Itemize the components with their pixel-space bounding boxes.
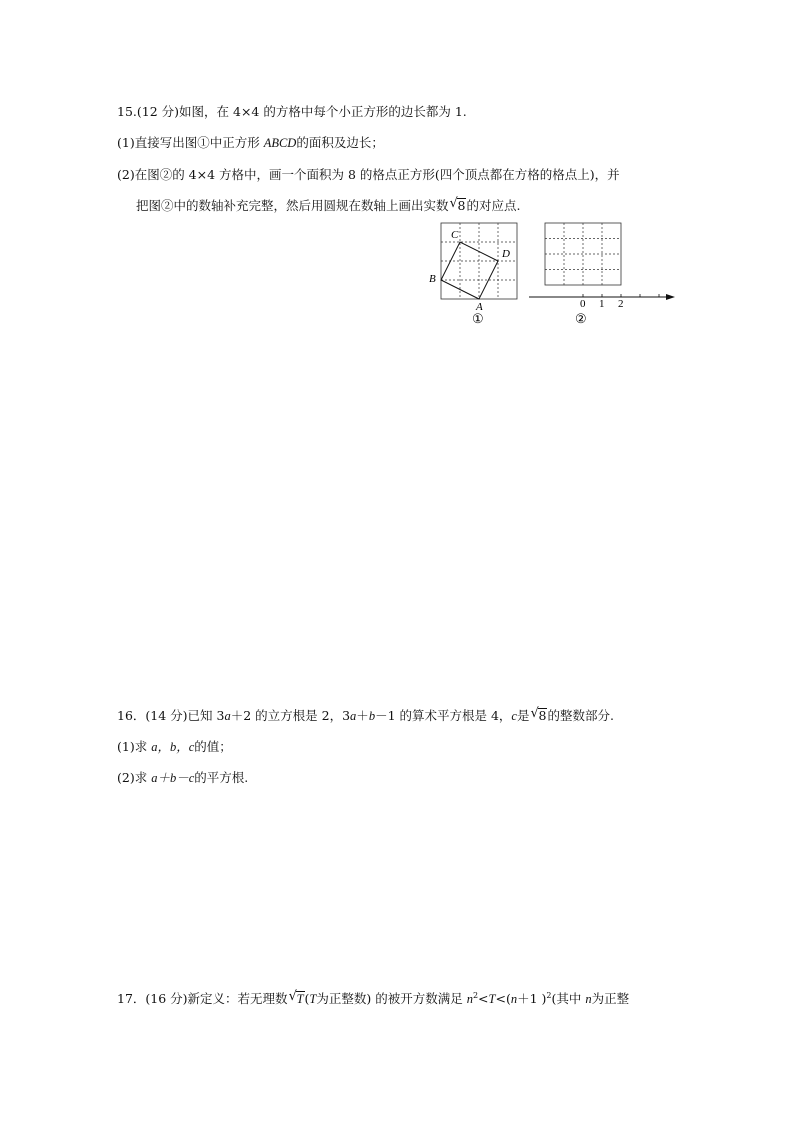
vertex-c: C <box>451 229 459 241</box>
var-n: n <box>510 992 518 1007</box>
q15-part1-prefix: (1)直接写出图①中正方形 <box>117 135 264 150</box>
sqrt-t: √ T <box>288 989 304 1007</box>
q15-part2-text1: (2)在图②的 4×4 方格中，画一个面积为 8 的格点正方形(四个顶点都在方格的格点上)，并 <box>117 167 620 182</box>
q15-stem-text: 如图，在 4×4 的方格中每个小正方形的边长都为 1. <box>179 104 467 119</box>
grid-lines-2 <box>545 223 621 285</box>
q17-number: 17． <box>117 991 146 1007</box>
q16-number: 16． <box>117 708 146 723</box>
square-abcd <box>441 242 498 299</box>
vertex-d: D <box>502 248 510 260</box>
q16-part2-prefix: (2)求 <box>117 770 152 785</box>
q16-text-a: 已知 3 <box>187 708 225 723</box>
figure-2 <box>525 218 680 330</box>
exponent: 2 <box>546 991 552 1000</box>
q15-part2-line1 <box>117 166 620 184</box>
vertex-b: B <box>429 273 436 285</box>
q15-part1 <box>117 134 384 152</box>
q17-text-b: ( <box>304 991 310 1007</box>
vertex-a: A <box>476 301 483 313</box>
q15-part1-suffix: 的面积及边长； <box>296 135 384 150</box>
less-than: < <box>478 991 489 1007</box>
exponent: 2 <box>472 991 479 1000</box>
var-a: a <box>224 709 231 723</box>
figure-2-label: ② <box>575 311 587 326</box>
q15-part2-line2 <box>136 197 520 215</box>
q15-part2-suffix: 的对应点. <box>466 198 521 213</box>
q17-stem <box>117 987 629 1008</box>
q17-score: (16 分) <box>145 991 188 1007</box>
q16-score: (14 分) <box>145 708 188 723</box>
var-n: n <box>585 992 592 1007</box>
var-t: T <box>309 992 317 1007</box>
q15-part2-prefix: 把图②中的数轴补充完整，然后用圆规在数轴上画出实数 <box>136 198 449 213</box>
var-n: n <box>466 992 473 1007</box>
q16-text-b: ＋2 的立方根是 2，3 <box>230 708 351 723</box>
q15-score: (12 分) <box>136 104 180 119</box>
var-c: c <box>511 709 517 723</box>
figure-1-label: ① <box>472 311 484 326</box>
axis-arrow <box>666 294 675 300</box>
radicand: 8 <box>457 198 466 213</box>
axis-ticks <box>583 294 659 297</box>
radicand: T <box>296 992 304 1007</box>
q16-text-c: ＋ <box>356 708 369 723</box>
sqrt-8: √ 8 <box>449 196 466 213</box>
q16-text-e: 是 <box>516 708 530 723</box>
q15-number: 15. <box>117 104 137 119</box>
less-than: <( <box>495 991 511 1007</box>
q17-text-f: 为正整 <box>591 991 630 1007</box>
q16-part2-suffix: 的平方根. <box>194 770 249 785</box>
q16-part2-expr: a＋b－c <box>151 771 195 785</box>
q17-text-d: ＋1 ) <box>517 991 547 1007</box>
q16-text-d: －1 的算术平方根是 4， <box>375 708 512 723</box>
tick-label-2: 2 <box>618 298 624 310</box>
q15-stem <box>117 103 467 121</box>
q16-part1-suffix: 的值； <box>194 739 232 754</box>
q15-part1-var: ABCD <box>263 136 297 150</box>
q17-text-e: (其中 <box>551 991 586 1007</box>
q17-text-a: 新定义：若无理数 <box>187 991 288 1007</box>
radicand: 8 <box>538 708 547 723</box>
q16-part2 <box>117 769 248 787</box>
q16-stem <box>117 707 614 725</box>
var-t: T <box>488 992 496 1007</box>
q17-text-c: 为正整数) 的被开方数满足 <box>316 991 467 1007</box>
figure-1 <box>425 218 525 330</box>
sqrt-8: √ 8 <box>530 706 547 723</box>
var-b: b <box>368 709 376 723</box>
q16-part1-vars: a，b，c <box>151 740 195 754</box>
q16-text-f: 的整数部分. <box>547 708 614 723</box>
q16-part1 <box>117 738 232 756</box>
var-a: a <box>350 709 357 723</box>
q16-part1-prefix: (1)求 <box>117 739 152 754</box>
tick-label-0: 0 <box>580 298 586 310</box>
tick-label-1: 1 <box>599 298 605 310</box>
